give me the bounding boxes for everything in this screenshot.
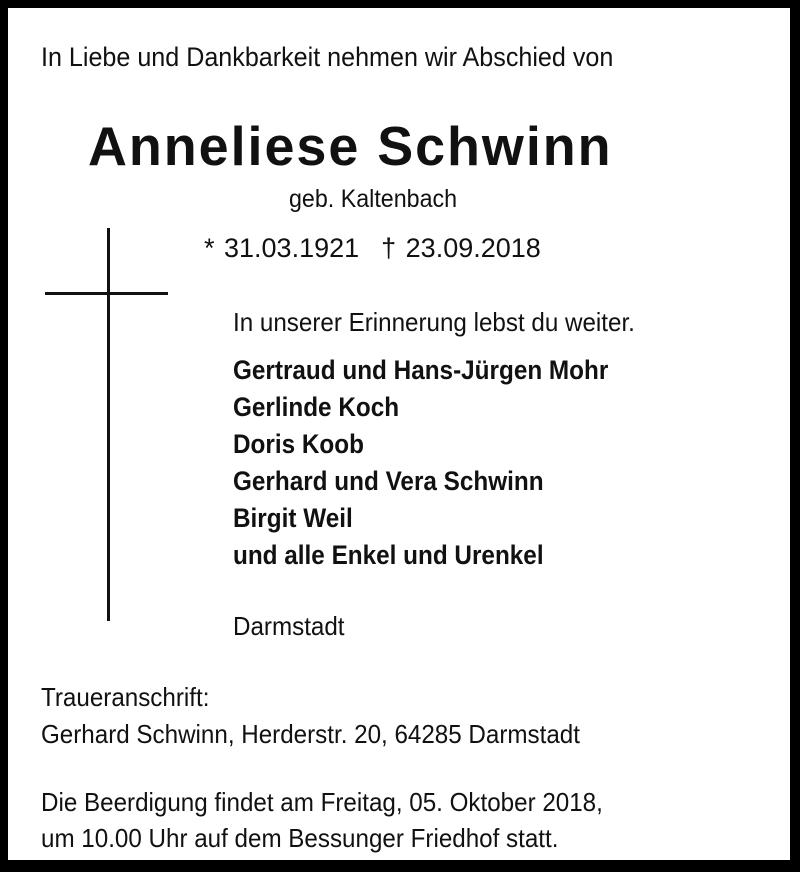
deceased-name: Anneliese Schwinn xyxy=(88,115,613,177)
cross-horizontal-bar xyxy=(45,292,168,295)
address-label: Traueranschrift: xyxy=(41,682,210,712)
funeral-info-line-1: Die Beerdigung findet am Freitag, 05. Oktober 2018, xyxy=(41,787,603,817)
obituary-notice xyxy=(8,8,790,860)
mourner-item: und alle Enkel und Urenkel xyxy=(233,540,544,570)
mourners-list xyxy=(233,352,608,574)
memorial-quote: In unserer Erinnerung lebst du weiter. xyxy=(233,307,635,337)
mourner-item: Gertraud und Hans-Jürgen Mohr xyxy=(233,355,609,385)
maiden-name: geb. Kaltenbach xyxy=(289,185,458,213)
cross-vertical-bar xyxy=(107,228,110,621)
mourner-item: Gerhard und Vera Schwinn xyxy=(233,466,544,496)
mourning-address: Gerhard Schwinn, Herderstr. 20, 64285 Darmstadt xyxy=(41,719,580,749)
death-date: † 23.09.2018 xyxy=(381,233,541,263)
mourner-item: Doris Koob xyxy=(233,429,364,459)
place: Darmstadt xyxy=(233,611,345,641)
mourner-item: Gerlinde Koch xyxy=(233,392,400,422)
mourner-item: Birgit Weil xyxy=(233,503,353,533)
life-dates xyxy=(204,233,541,264)
birth-date: * 31.03.1921 xyxy=(204,233,360,263)
funeral-info-line-2: um 10.00 Uhr auf dem Bessunger Friedhof statt. xyxy=(41,823,559,853)
intro-text: In Liebe und Dankbarkeit nehmen wir Abschied von xyxy=(41,42,614,72)
